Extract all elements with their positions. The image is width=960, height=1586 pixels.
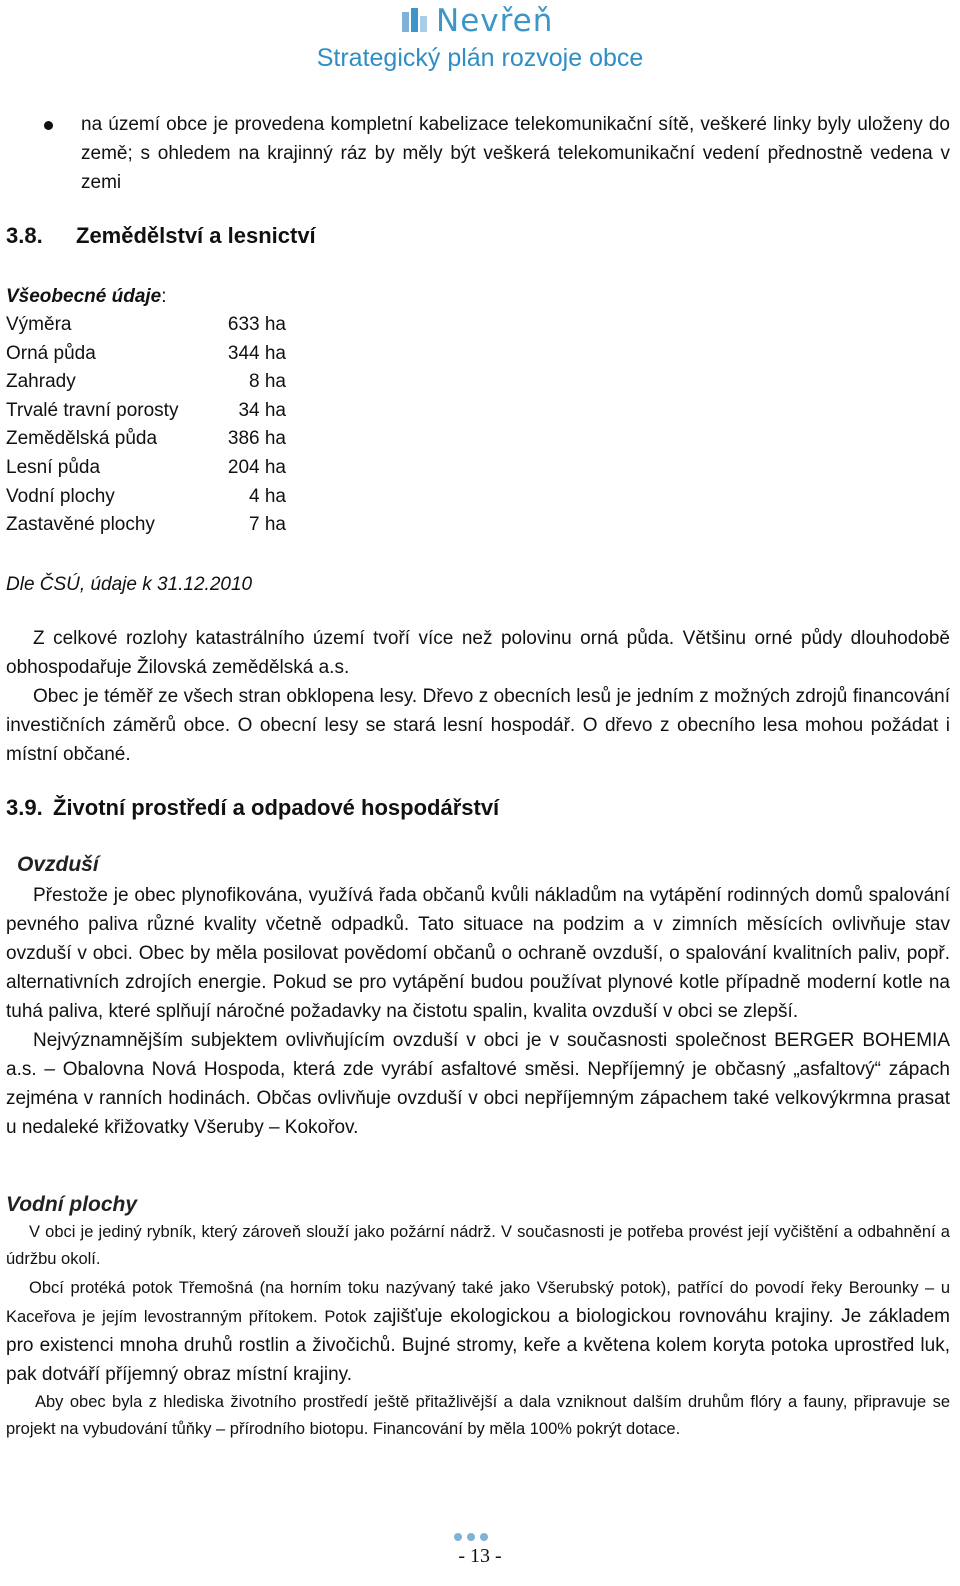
data-source: Dle ČSÚ, údaje k 31.12.2010 bbox=[6, 573, 253, 595]
water-paragraph-2a: Obcí protéká potok Třemošná (na horním toku nazývaný také jako Všerubský potok), patřící do povodí řeky Berounky – u Kaceřova je jejím levostranným přítokem. Potok z bbox=[6, 1278, 950, 1326]
land-use-label: Orná půda bbox=[6, 342, 96, 364]
footer-dots-icon bbox=[454, 1533, 488, 1541]
land-use-row bbox=[6, 425, 286, 454]
land-use-value: 633 ha bbox=[227, 314, 286, 335]
water-paragraph-2 bbox=[6, 1273, 950, 1389]
land-use-value: 204 ha bbox=[227, 456, 286, 478]
land-use-label: Lesní půda bbox=[6, 456, 101, 478]
land-use-row bbox=[6, 397, 286, 426]
document-title: Strategický plán rozvoje obce bbox=[316, 44, 644, 72]
logo-text: Nevřeň bbox=[436, 3, 554, 39]
air-paragraph-2: Nejvýznamnějším subjektem ovlivňujícím ovzduší v obci je v současnosti společnost BERGER BOHEMIA a.s. – Obalovna Nová Hospoda, která zde vyrábí asfaltové směsi. Nepříjemný je občasný „asfaltový“ zápach zejména v ranních hodinách. Občas ovlivňuje ovzduší v obci nepříjemným zápachem také velkovýkrmna prasat u nedaleké křižovatky Všeruby – Kokořov. bbox=[6, 1029, 950, 1138]
section-heading-3-8 bbox=[6, 221, 950, 250]
agri-paragraph-2: Obec je téměř ze všech stran obklopena lesy. Dřevo z obecních lesů je jedním z možných zdrojů financování investičních záměrů obce. O obecní lesy se stará lesní hospodář. O dřevo z obecního lesa mohou požádat i místní občané. bbox=[6, 685, 950, 765]
general-data-heading bbox=[6, 282, 950, 311]
land-use-value: 344 ha bbox=[227, 342, 286, 364]
section-heading-3-9 bbox=[6, 793, 950, 822]
land-use-value: 8 ha bbox=[249, 371, 286, 393]
page-number: - 13 - bbox=[458, 1545, 502, 1567]
land-use-row bbox=[6, 340, 286, 369]
agri-paragraph-1: Z celkové rozlohy katastrálního území tvoří více než polovinu orná půda. Většinu orné půdy dlouhodobě obhospodařuje Žilovská zemědělská a.s. bbox=[6, 627, 950, 678]
land-use-label: Výměra bbox=[6, 314, 72, 335]
air-paragraph-1: Přestože je obec plynofikována, využívá řada občanů kvůli nákladům na vytápění rodinných domů spalování pevného paliva různé kvality včetně odpadků. Tato situace na podzim a v zimních měsících ovlivňuje stav ovzduší v obci. Obec by měla posilovat povědomí občanů o ochraně ovzduší, o spalování kvalitních paliv, popř. alternativních zdrojích energie. Pokud se pro vytápění budou používat plynové kotle případně moderní kotle na tuhá paliva, které splňují náročné požadavky na čistotu spalin, kvalita ovzduší v obci se zlepší. bbox=[6, 884, 950, 1022]
water-heading: Vodní plochy bbox=[6, 1192, 138, 1216]
land-use-label: Zemědělská půda bbox=[6, 428, 158, 450]
land-use-row bbox=[6, 454, 286, 483]
logo-mark-icon bbox=[400, 8, 430, 34]
land-use-label: Trvalé travní porosty bbox=[6, 399, 179, 421]
bullet-text: na území obce je provedena kompletní kabelizace telekomunikační sítě, veškeré linky byly uloženy do země; s ohledem na krajinný ráz by měly být veškerá telekomunikační vedení přednostně vedena v zemi bbox=[81, 114, 950, 193]
land-use-row bbox=[6, 311, 286, 340]
section-title: Zemědělství a lesnictví bbox=[76, 223, 316, 248]
general-data-colon: : bbox=[161, 286, 167, 307]
land-use-label: Vodní plochy bbox=[6, 485, 115, 507]
land-use-label: Zastavěné plochy bbox=[6, 514, 155, 536]
land-use-row bbox=[6, 368, 286, 397]
land-use-row bbox=[6, 483, 286, 512]
air-heading: Ovzduší bbox=[17, 852, 99, 876]
water-paragraph-3: Aby obec byla z hlediska životního prostředí ještě přitažlivější a dala vzniknout dalším druhům flóry a fauny, připravuje se projekt na vybudování tůňky – přírodního biotopu. Financování by měla 100% pokrýt dotace. bbox=[6, 1392, 950, 1438]
land-use-value: 4 ha bbox=[249, 485, 286, 507]
logo bbox=[400, 4, 553, 38]
land-use-value: 34 ha bbox=[238, 399, 286, 421]
general-data-label: Všeobecné údaje bbox=[6, 286, 162, 307]
page-content bbox=[6, 110, 950, 1443]
water-paragraph-2b: ajišťuje ekologickou a biologickou rovnováhu krajiny. Je základem pro existenci mnoha druhů rostlin a živočichů. Bujné stromy, keře a květena kolem koryta potoka uprostřed luk, pak dotváří příjemný obraz místní krajiny. bbox=[6, 1305, 950, 1385]
bullet-item bbox=[6, 110, 950, 197]
land-use-row bbox=[6, 511, 286, 540]
land-use-value: 386 ha bbox=[227, 428, 286, 450]
land-use-table bbox=[6, 311, 286, 540]
land-use-value: 7 ha bbox=[249, 514, 286, 536]
page-header bbox=[0, 0, 960, 86]
section-number: 3.9. bbox=[6, 794, 43, 820]
section-number: 3.8. bbox=[6, 223, 43, 248]
section-title: Životní prostředí a odpadové hospodářství bbox=[53, 794, 500, 820]
water-paragraph-1: V obci je jediný rybník, který zároveň slouží jako požární nádrž. V současnosti je potřeba provést její vyčištění a odbahnění a údržbu okolí. bbox=[6, 1222, 950, 1268]
bullet-dot-icon bbox=[44, 121, 53, 130]
land-use-label: Zahrady bbox=[6, 371, 76, 393]
